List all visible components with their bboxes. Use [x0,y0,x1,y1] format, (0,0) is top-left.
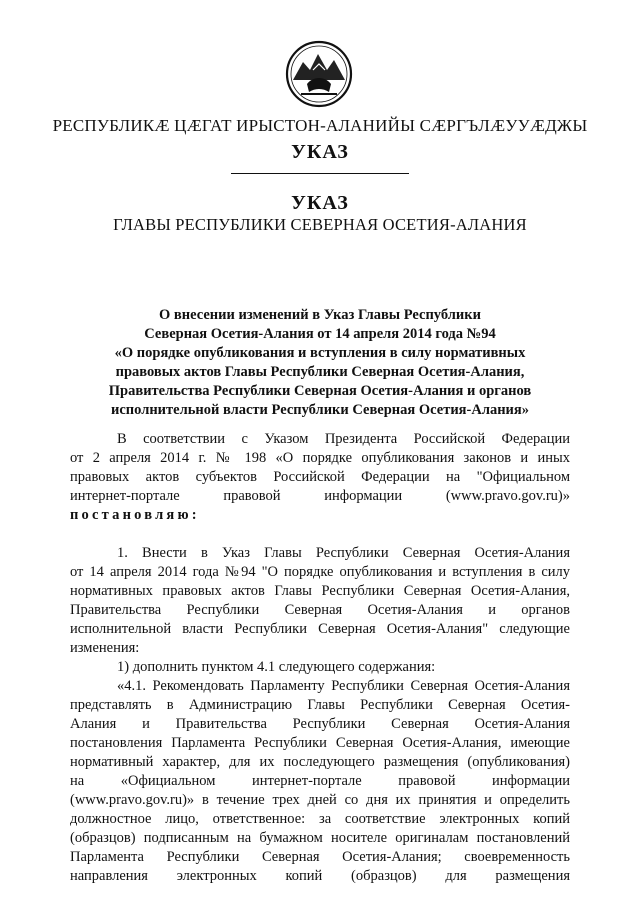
preamble-line: правовых актов субъектов Российской Федерации на "Официальном [70,469,570,485]
item-line: исполнительной власти Республики Северная Осетия-Алания" следующие [70,621,570,637]
clause-line: (www.pravo.gov.ru)» в течение трех дней со дня их принятия и определить [70,792,570,808]
decree-heading: УКАЗ [291,192,349,214]
spacer [70,525,570,544]
clause-line: (образцов) подписанным на бумажном носителе оригиналам постановлений [70,830,570,846]
title-line: О внесении изменений в Указ Главы Республики [159,307,481,323]
title-line: правовых актов Главы Республики Северная Осетия-Алания, [115,364,525,380]
title-line: Правительства Республики Северная Осетия-Алания и органов [108,383,532,399]
republic-name-ossetian: РЕСПУБЛИКӔ ЦӔГАТ ИРЫСТОН-АЛАНИЙЫ СӔРГЪЛӔУУӔДЖЫ [52,116,588,135]
title-line: Северная Осетия-Алания от 14 апреля 2014 года №94 [144,326,496,342]
decree-word: постановляю: [70,507,200,523]
clause-line: направления электронных копий (образцов) для размещения [70,868,570,884]
decree-body [70,430,570,886]
clause-line: Алания и Правительства Республики Северная Осетия-Алания [70,716,570,732]
item-line: от 14 апреля 2014 года №94 "О порядке опубликования и вступления в силу [70,564,570,580]
preamble-line: В соответствии с Указом Президента Российской Федерации [117,431,570,447]
coat-of-arms-emblem [285,40,353,108]
decree-heading-ossetian: УКАЗ [291,141,349,163]
preamble-line: интернет-портале правовой информации (www.pravo.gov.ru)» [70,488,570,504]
preamble-line: от 2 апреля 2014 г. № 198 «О порядке опубликования законов и иных [70,450,570,466]
clause-line: нормативный характер, для их последующего размещения (опубликования) [70,754,570,770]
item-line: нормативных правовых актов Главы Республики Северная Осетия-Алания, [70,583,570,599]
clause-line: представлять в Администрацию Главы Республики Северная Осетия- [70,697,570,713]
item-line: изменения: [70,640,140,656]
clause-line: «4.1. Рекомендовать Парламенту Республики Северная Осетия-Алания [117,678,570,694]
issuer-title: ГЛАВЫ РЕСПУБЛИКИ СЕВЕРНАЯ ОСЕТИЯ-АЛАНИЯ [113,215,527,234]
clause-line: Парламента Республики Северная Осетия-Алания; своевременность [70,849,570,865]
header-divider [231,173,409,174]
subitem-line: 1) дополнить пунктом 4.1 следующего содержания: [117,659,436,675]
clause-line: должностное лицо, ответственное: за соответствие электронных копий [70,811,570,827]
clause-line: постановления Парламента Республики Северная Осетия-Алания, имеющие [70,735,570,751]
clause-line: на «Официальном интернет-портале правовой информации [70,773,570,789]
item-line: Правительства Республики Северная Осетия-Алания и органов [70,602,570,618]
title-line: исполнительной власти Республики Северная Осетия-Алания» [110,402,530,418]
title-line: «О порядке опубликования и вступления в силу нормативных [114,345,526,361]
item-line: 1. Внести в Указ Главы Республики Северная Осетия-Алания [117,545,570,561]
decree-title [0,306,640,420]
